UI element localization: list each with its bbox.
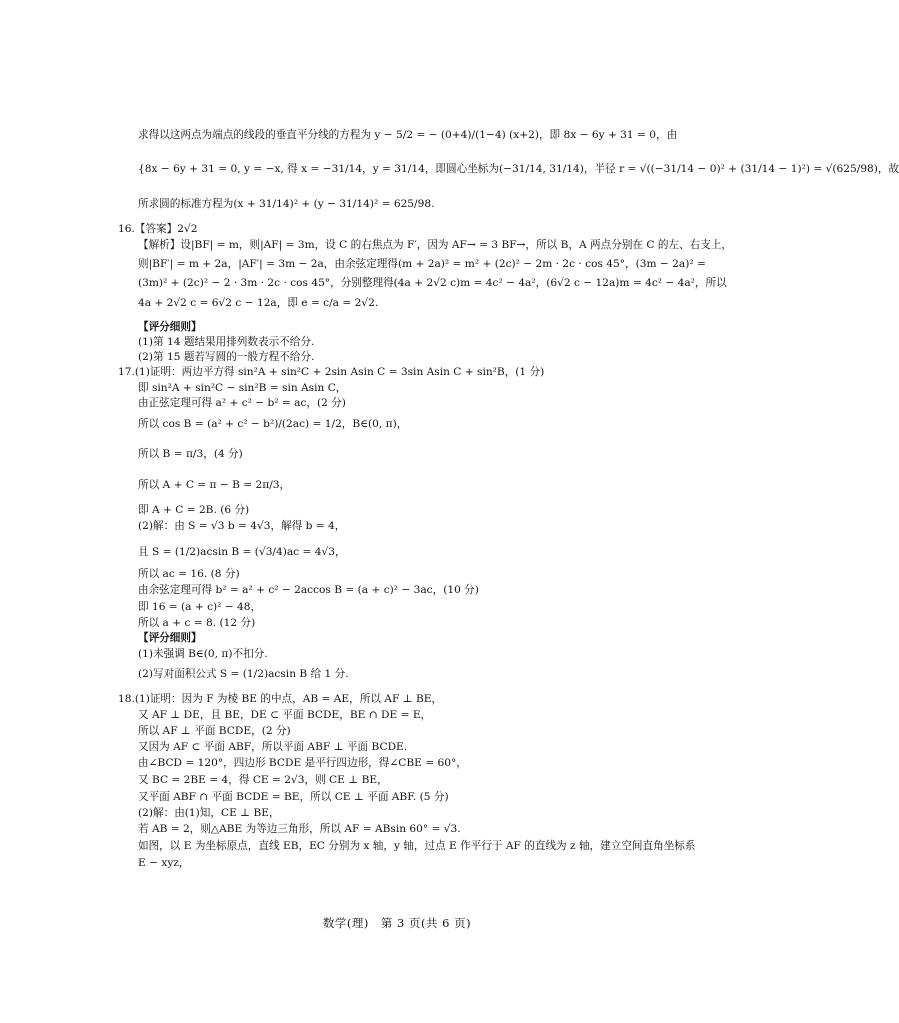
text-line: 又因为 AF ⊂ 平面 ABF，所以平面 ABF ⊥ 平面 BCDE.: [138, 741, 408, 753]
text-line: 由余弦定理可得 b² = a² + c² − 2accos B = (a + c)² − 3ac，(10 分): [138, 584, 479, 596]
text-line: 【评分细则】: [138, 632, 202, 644]
text-line: 由正弦定理可得 a² + c² − b² = ac，(2 分): [138, 397, 346, 409]
text-line: 所以 a + c = 8. (12 分): [138, 617, 256, 629]
text-line: 即 16 = (a + c)² − 48，: [138, 601, 262, 613]
text-line: 所以 cos B = (a² + c² − b²)/(2ac) = 1/2，B∈(0, π)，: [138, 418, 408, 430]
text-line: 所以 AF ⊥ 平面 BCDE，(2 分): [138, 725, 291, 737]
text-line: 【解析】设|BF| = m，则|AF| = 3m，设 C 的右焦点为 F′，因为 AF→ = 3 BF→，所以 B，A 两点分别在 C 的左、右支上，: [138, 239, 733, 251]
text-line: 16.【答案】2√2: [118, 223, 198, 235]
text-line: 又 BC = 2BE = 4，得 CE = 2√3，则 CE ⊥ BE，: [138, 774, 388, 786]
text-line: 且 S = (1/2)acsin B = (√3/4)ac = 4√3，: [138, 546, 346, 558]
page-footer: 数学(理) 第 3 页(共 6 页): [322, 916, 472, 930]
text-line: (2)第 15 题若写圆的一般方程不给分.: [138, 351, 315, 363]
text-line: 【评分细则】: [138, 321, 202, 333]
text-line: (3m)² + (2c)² − 2 · 3m · 2c · cos 45°，分别整理得(4a + 2√2 c)m = 4c² − 4a²，(6√2 c − 12a)m = 4c² − 4a²，所以: [138, 277, 727, 289]
text-line: 如图，以 E 为坐标原点，直线 EB，EC 分别为 x 轴，y 轴，过点 E 作平行于 AF 的直线为 z 轴，建立空间直角坐标系: [138, 840, 696, 852]
text-line: (1)第 14 题结果用排列数表示不给分.: [138, 336, 315, 348]
text-line: 由∠BCD = 120°，四边形 BCDE 是平行四边形，得∠CBE = 60°，: [138, 757, 467, 769]
text-line: 所求圆的标准方程为(x + 31/14)² + (y − 31/14)² = 625/98.: [138, 198, 435, 210]
text-line: 所以 ac = 16. (8 分): [138, 568, 240, 580]
text-line: (1)未强调 B∈(0, π)不扣分.: [138, 648, 268, 660]
text-line: 又 AF ⊥ DE，且 BE，DE ⊂ 平面 BCDE，BE ∩ DE = E，: [138, 709, 432, 721]
text-line: E − xyz，: [138, 857, 190, 869]
text-line: 所以 B = π/3，(4 分): [138, 448, 243, 460]
text-line: (2)解：由 S = √3 b = 4√3，解得 b = 4，: [138, 520, 346, 532]
text-line: {8x − 6y + 31 = 0, y = −x, 得 x = −31/14，y = 31/14，即圆心坐标为(−31/14, 31/14)，半径 r = √((−31/14 − 0)² + (31/14 − 1)²) = √(625/98)，故: [138, 163, 899, 175]
text-line: 求得以这两点为端点的线段的垂直平分线的方程为 y − 5/2 = − (0+4)/(1−4) (x+2)，即 8x − 6y + 31 = 0，由: [138, 129, 678, 141]
text-line: 即 sin²A + sin²C − sin²B = sin Asin C，: [138, 382, 347, 394]
text-line: (2)写对面积公式 S = (1/2)acsin B 给 1 分.: [138, 668, 349, 680]
text-line: 又平面 ABF ∩ 平面 BCDE = BE，所以 CE ⊥ 平面 ABF. (5 分): [138, 791, 449, 803]
text-line: 4a + 2√2 c = 6√2 c − 12a，即 e = c/a = 2√2.: [138, 297, 379, 309]
text-line: 即 A + C = 2B. (6 分): [138, 504, 250, 516]
text-line: 若 AB = 2，则△ABE 为等边三角形，所以 AF = ABsin 60° = √3.: [138, 823, 461, 835]
text-line: 17.(1)证明：两边平方得 sin²A + sin²C + 2sin Asin C = 3sin Asin C + sin²B，(1 分): [118, 366, 545, 378]
text-line: 18.(1)证明：因为 F 为棱 BE 的中点，AB = AE，所以 AF ⊥ BE，: [118, 693, 443, 705]
text-line: (2)解：由(1)知，CE ⊥ BE，: [138, 807, 280, 819]
text-line: 所以 A + C = π − B = 2π/3，: [138, 479, 291, 491]
text-line: 则|BF′| = m + 2a，|AF′| = 3m − 2a，由余弦定理得(m + 2a)² = m² + (2c)² − 2m · 2c · cos 45°，(3m − 2a)² =: [138, 258, 706, 270]
